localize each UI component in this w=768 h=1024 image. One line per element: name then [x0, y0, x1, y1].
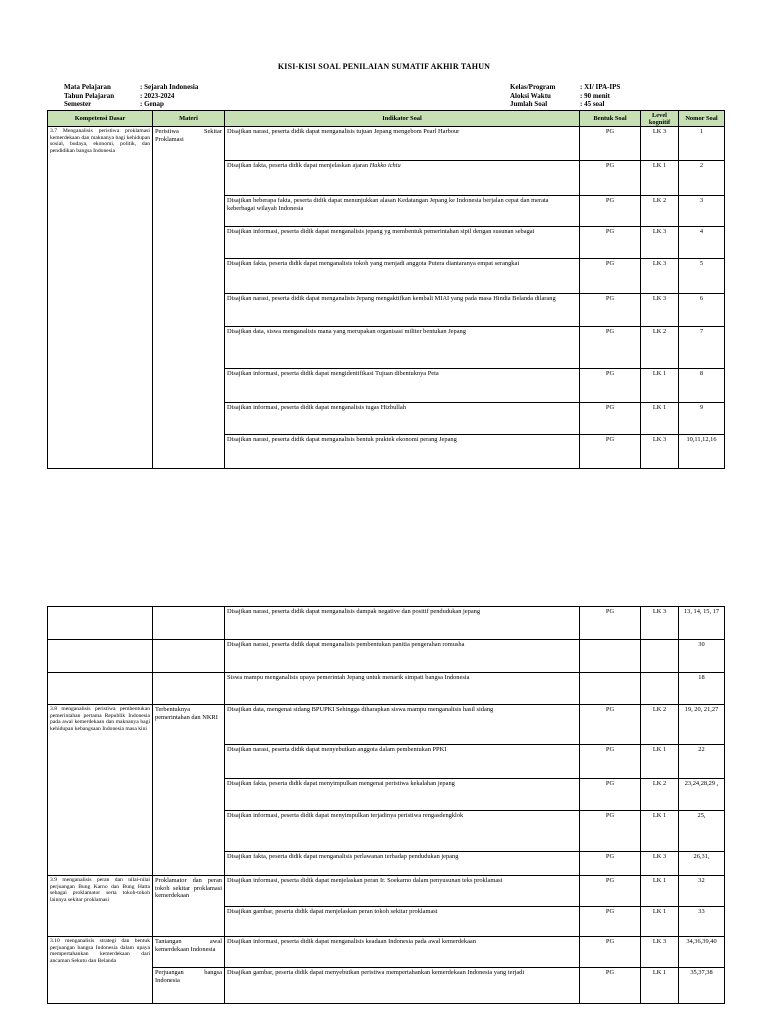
nomor-cell: 35,37,38 [679, 968, 725, 1004]
table-header-row [48, 111, 725, 127]
indikator-cell: Disajikan narasi, peserta didik dapat menganalisis tujuan Jepang mengebom Pearl Harbour [225, 127, 580, 161]
meta-label: Tahun Pelajaran [64, 91, 115, 100]
level-cell: LK 2 [641, 779, 679, 811]
table-row [48, 937, 725, 968]
level-cell: LK 3 [641, 127, 679, 161]
header-kompetensi-dasar: Kompetensi Dasar [48, 111, 153, 127]
indikator-cell: Disajikan informasi, peserta didik dapat menganalisis keadaan Indonesia pada awal kemerdekaan [225, 937, 580, 968]
materi-cell: Perjuangan bangsa Indonesia [153, 968, 225, 1004]
bentuk-cell: PG [580, 403, 641, 435]
nomor-cell: 30 [679, 640, 725, 673]
indikator-cell: Disajikan gambar, peserta didik dapat menjelaskan peran tokoh sekitar proklamasi [225, 907, 580, 937]
nomor-cell: 5 [679, 259, 725, 294]
kd-cell: 3.8 menganalisis peristiwa pembentukan pemerintahan pertama Republik Indonesia pada awal kemerdekaan dan maknanya bagi kehidupan kebangsaan Indonesia masa kini [48, 705, 153, 876]
nomor-cell: 26,31, [679, 852, 725, 876]
table-row [48, 876, 725, 907]
indikator-cell: Siswa mampu menganalisis upaya pemerintah Jepang untuk menarik simpati bangsa Indonesia [225, 673, 580, 705]
level-cell: LK 1 [641, 876, 679, 907]
nomor-cell: 8 [679, 369, 725, 403]
meta-value: : 90 menit [580, 91, 610, 100]
kisi-table-page-1 [47, 110, 725, 469]
nomor-cell: 4 [679, 227, 725, 259]
meta-label: Semester [64, 100, 92, 108]
bentuk-cell: PG [580, 745, 641, 779]
bentuk-cell: PG [580, 227, 641, 259]
bentuk-cell: PG [580, 876, 641, 907]
level-cell: LK 3 [641, 607, 679, 640]
kd-cell-empty [48, 607, 153, 640]
level-cell: LK 3 [641, 435, 679, 469]
indikator-cell: Disajikan narasi, peserta didik dapat menganalisis Jepang mengaktifkan kembali MIAI yang pada masa Hindia Belanda dilarang [225, 294, 580, 327]
indikator-cell: Disajikan narasi, peserta didik dapat menganalisis dampak negative dan positif pendudukan jepang [225, 607, 580, 640]
indikator-cell: Disajikan informasi, peserta didik dapat mengidentifikasi Tujuan dibentuknya Peta [225, 369, 580, 403]
meta-label: Mata Pelajaran [64, 83, 111, 91]
nomor-cell: 19, 20, 21,27 [679, 705, 725, 745]
document-title: KISI-KISI SOAL PENILAIAN SUMATIF AKHIR TAHUN [277, 62, 491, 71]
meta-value: : XI/ IPA-IPS [580, 83, 621, 91]
level-cell: LK 2 [641, 327, 679, 369]
kd-cell: 3.10 menganalisis strategi dan bentuk perjuangan bangsa Indonesia dalam upaya mempertahankan kemerdekaan dari ancaman Sekutu dan Belanda [48, 937, 153, 1004]
meta-right [510, 83, 620, 109]
kisi-table-page-2 [47, 606, 725, 1004]
materi-cell: Terbentuknya pemerintahan dan NKRI [153, 705, 225, 876]
table-row [48, 127, 725, 161]
materi-cell-empty [153, 640, 225, 673]
bentuk-cell: PG [580, 294, 641, 327]
materi-cell: Proklamator dan peran tokoh sekitar proklamasi kemerdekaan [153, 876, 225, 937]
bentuk-cell: PG [580, 259, 641, 294]
meta-label: Jumlah Soal [510, 100, 548, 108]
bentuk-cell: PG [580, 327, 641, 369]
bentuk-cell: PG [580, 196, 641, 227]
kd-cell: 3.9 menganalisis peran dan nilai-nilai perjuangan Bung Karno dan Bung Hatta sebagai proklamator serta tokoh-tokoh lainnya sekitar proklamasi [48, 876, 153, 937]
materi-cell-empty [153, 673, 225, 705]
level-cell: LK 2 [641, 196, 679, 227]
nomor-cell: 25, [679, 811, 725, 852]
table-row [48, 673, 725, 705]
bentuk-cell: PG [580, 435, 641, 469]
nomor-cell: 3 [679, 196, 725, 227]
materi-cell: Peristiwa Sekitar Proklamasi [153, 127, 225, 469]
meta-value: : Sejarah Indonesia [140, 83, 199, 91]
indikator-cell: Disajikan narasi, peserta didik dapat menyebutkan anggota dalam pembentukan PPKI [225, 745, 580, 779]
nomor-cell: 18 [679, 673, 725, 705]
header-bentuk-soal: Bentuk Soal [580, 111, 641, 127]
level-cell: LK 1 [641, 403, 679, 435]
bentuk-cell: PG [580, 811, 641, 852]
bentuk-cell: PG [580, 607, 641, 640]
indikator-cell: Disajikan informasi, peserta didik dapat menganalisis jepang yg membentuk pemerintahan sipil dengan susunan sebagai [225, 227, 580, 259]
nomor-cell: 1 [679, 127, 725, 161]
level-cell: LK 3 [641, 259, 679, 294]
nomor-cell: 13, 14, 15, 17 [679, 607, 725, 640]
nomor-cell: 32 [679, 876, 725, 907]
indikator-cell: Disajikan fakta, peserta didik dapat menganalisis perlawanan terhadap pendudukan jepang [225, 852, 580, 876]
indikator-cell: Disajikan narasi, peserta didik dapat menganalisis bentuk praktek ekonomi perang Jepang [225, 435, 580, 469]
nomor-cell: 6 [679, 294, 725, 327]
kd-cell-empty [48, 673, 153, 705]
header-materi: Materi [153, 111, 225, 127]
materi-cell: Tantangan awal kemerdekaan Indonesia [153, 937, 225, 968]
nomor-cell: 9 [679, 403, 725, 435]
indikator-cell: Disajikan data, siswa menganalisis mana yang merupakan organisasi militer bentukan Jepang [225, 327, 580, 369]
indikator-cell: Disajikan gambar, peserta didik dapat menyebutkan peristiwa mempertahankan kemerdekaan Indonesia yang terjadi [225, 968, 580, 1004]
bentuk-cell: PG [580, 779, 641, 811]
header-nomor-soal: Nomor Soal [679, 111, 725, 127]
indikator-cell: Disajikan informasi, peserta didik dapat menyimpulkan terjadinya peristiwa rengasdengklok [225, 811, 580, 852]
nomor-cell: 34,36,39,40 [679, 937, 725, 968]
indikator-cell: Disajikan informasi, peserta didik dapat menganalisis tugas Hizbullah [225, 403, 580, 435]
table-row [48, 640, 725, 673]
header-level-kognitif: Level kognitif [641, 111, 679, 127]
level-cell [641, 673, 679, 705]
bentuk-cell: PG [580, 161, 641, 196]
meta-left [64, 83, 198, 109]
indikator-cell [225, 161, 580, 196]
indikator-cell: Disajikan fakta, peserta didik dapat menyimpulkan mengenai peristiwa kekalahan jepang [225, 779, 580, 811]
bentuk-cell [580, 640, 641, 673]
meta-label: Kelas/Program [510, 83, 556, 91]
meta-label: Aloksi Waktu [510, 91, 551, 100]
level-cell: LK 1 [641, 811, 679, 852]
materi-cell-empty [153, 607, 225, 640]
meta-value: : 45 soal [580, 100, 605, 108]
nomor-cell: 22 [679, 745, 725, 779]
bentuk-cell: PG [580, 127, 641, 161]
kd-cell: 3.7 Menganalisis peristiwa proklamasi kemerdekaan dan maknanya bagi kehidupan sosial, budaya, ekonomi, politik, dan pendidikan bangsa Indonesia [48, 127, 153, 469]
nomor-cell: 23,24,28,29 , [679, 779, 725, 811]
bentuk-cell: PG [580, 968, 641, 1004]
indikator-cell: Disajikan narasi, peserta didik dapat menganalisis pembentukan panitia pengerahan romusha [225, 640, 580, 673]
meta-value: : Genap [140, 100, 164, 108]
header-indikator: Indikator Soal [225, 111, 580, 127]
indikator-text: Disajikan fakta, peserta didik dapat menjelaskan ajaran [227, 162, 370, 169]
level-cell: LK 3 [641, 937, 679, 968]
level-cell: LK 1 [641, 161, 679, 196]
level-cell: LK 3 [641, 852, 679, 876]
indikator-cell: Disajikan beberapa fakta, peserta didik dapat menunjukkan alasan Kedatangan Jepang ke Indonesia berjalan cepat dan merata keberbagai wilayah Indonesia [225, 196, 580, 227]
table-row [48, 607, 725, 640]
kd-cell-empty [48, 640, 153, 673]
bentuk-cell: PG [580, 852, 641, 876]
level-cell: LK 3 [641, 294, 679, 327]
level-cell [641, 640, 679, 673]
indikator-italic-term: Hakko ichiu [369, 162, 401, 169]
bentuk-cell: PG [580, 907, 641, 937]
table-row [48, 705, 725, 745]
level-cell: LK 1 [641, 745, 679, 779]
level-cell: LK 3 [641, 227, 679, 259]
bentuk-cell [580, 673, 641, 705]
level-cell: LK 1 [641, 369, 679, 403]
indikator-cell: Disajikan fakta, peserta didik dapat menganalisis tokoh yang menjadi anggota Putera diantaranya empat serangkai [225, 259, 580, 294]
indikator-cell: Disajikan data, mengenai sidang BPUPKI Sehingga diharapkan siswa mampu menganalisis hasil sidang [225, 705, 580, 745]
meta-value: : 2023-2024 [140, 91, 175, 100]
indikator-cell: Disajikan informasi, peserta didik dapat menjelaskan peran Ir. Soekarno dalam penyusunan teks proklamasi [225, 876, 580, 907]
bentuk-cell: PG [580, 705, 641, 745]
level-cell: LK 1 [641, 907, 679, 937]
bentuk-cell: PG [580, 369, 641, 403]
nomor-cell: 2 [679, 161, 725, 196]
bentuk-cell: PG [580, 937, 641, 968]
level-cell: LK 2 [641, 705, 679, 745]
nomor-cell: 33 [679, 907, 725, 937]
nomor-cell: 10,11,12,16 [679, 435, 725, 469]
nomor-cell: 7 [679, 327, 725, 369]
level-cell: LK 1 [641, 968, 679, 1004]
